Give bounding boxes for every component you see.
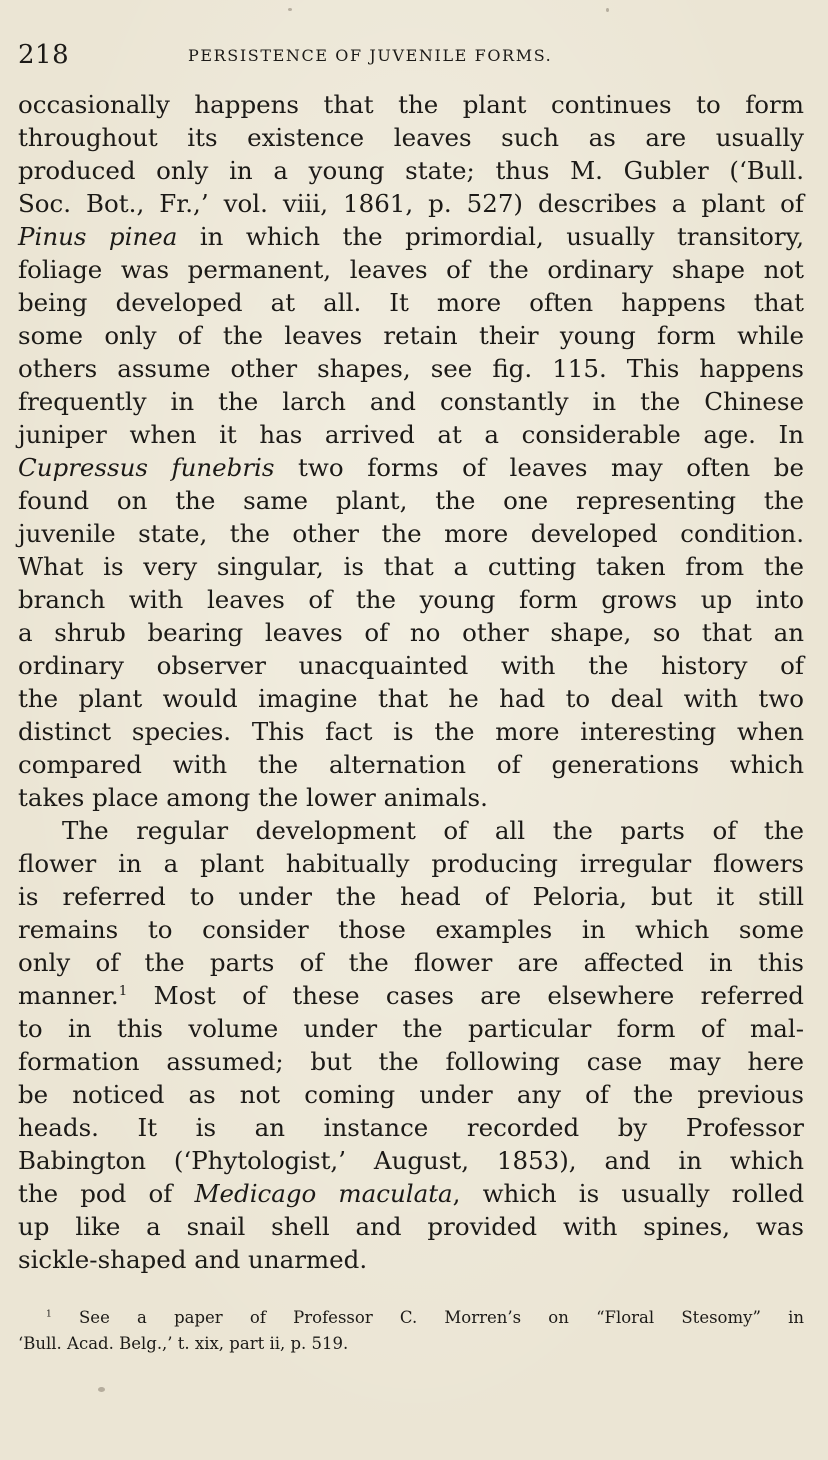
footnote [18,1305,804,1357]
text-run: the pod of [18,1179,195,1208]
text-line: occasionally happens that the plant continues to form [18,90,804,119]
text-line: the plant would imagine that he had to deal with two [18,684,804,713]
text-line: flower in a plant habitually producing irregular flowers [18,849,804,878]
text-line [18,451,804,484]
paper-speck [606,8,609,12]
text-run: in which the primordial, usually transitory, [177,222,804,251]
text-line: be noticed as not coming under any of the previous [18,1080,804,1109]
text-line: found on the same plant, the one representing the [18,486,804,515]
text-line: takes place among the lower animals. [18,783,488,812]
text-line: frequently in the larch and constantly in the Chinese [18,387,804,416]
text-run: Most of these cases are elsewhere referred [127,981,804,1010]
text-line: up like a snail shell and provided with spines, was [18,1212,804,1241]
species-name-cupressus-funebris: Cupressus funebris [18,453,275,482]
text-line: a shrub bearing leaves of no other shape, so that an [18,618,804,647]
text-line: heads. It is an instance recorded by Professor [18,1113,804,1142]
footnote-text: See a paper of Professor C. Morren’s on “Floral Stesomy” in [79,1308,804,1327]
footnote-ref: 1 [118,982,128,999]
text-run: two forms of leaves may often be [274,453,804,482]
text-line: juvenile state, the other the more developed condition. [18,519,804,548]
body-text [18,88,804,1276]
species-name-pinus-pinea: Pinus pinea [18,222,178,251]
running-title: PERSISTENCE OF JUVENILE FORMS. [188,46,553,65]
text-line: compared with the alternation of generations which [18,750,804,779]
text-line: distinct species. This fact is the more interesting when [18,717,804,746]
text-line: is referred to under the head of Peloria, but it still [18,882,804,911]
text-run: manner. [18,981,119,1010]
text-line: Soc. Bot., Fr.,’ vol. viii, 1861, p. 527) describes a plant of [18,189,804,218]
running-head [18,40,810,74]
text-line: throughout its existence leaves such as are usually [18,123,804,152]
text-line [18,979,804,1012]
text-line: branch with leaves of the young form grows up into [18,585,804,614]
text-run: , which is usually rolled [452,1179,805,1208]
text-line: produced only in a young state; thus M. Gubler (‘Bull. [18,156,804,185]
footnote-line: ‘Bull. Acad. Belg.,’ t. xix, part ii, p. 519. [18,1334,349,1353]
text-line: foliage was permanent, leaves of the ordinary shape not [18,255,804,284]
text-line: What is very singular, is that a cutting taken from the [18,552,804,581]
text-line: ordinary observer unacquainted with the history of [18,651,804,680]
text-line: sickle-shaped and unarmed. [18,1245,368,1274]
species-name-medicago-maculata: Medicago maculata [194,1179,453,1208]
text-line: remains to consider those examples in which some [18,915,804,944]
footnote-marker: 1 [46,1309,52,1320]
footnote-line [18,1305,804,1331]
paper-speck [288,8,292,11]
text-line: formation assumed; but the following case may here [18,1047,804,1076]
text-line: Babington (‘Phytologist,’ August, 1853), and in which [18,1146,804,1175]
text-line: some only of the leaves retain their young form while [18,321,804,350]
page-number: 218 [18,40,70,70]
paragraph-start-line: The regular development of all the parts of the [62,816,804,845]
text-line: only of the parts of the flower are affected in this [18,948,804,977]
paper-speck [98,1387,105,1392]
text-line: others assume other shapes, see fig. 115. This happens [18,354,804,383]
text-line [18,220,804,253]
text-line [18,1177,804,1210]
text-line: to in this volume under the particular form of mal- [18,1014,804,1043]
text-line: juniper when it has arrived at a considerable age. In [18,420,804,449]
text-line: being developed at all. It more often happens that [18,288,804,317]
